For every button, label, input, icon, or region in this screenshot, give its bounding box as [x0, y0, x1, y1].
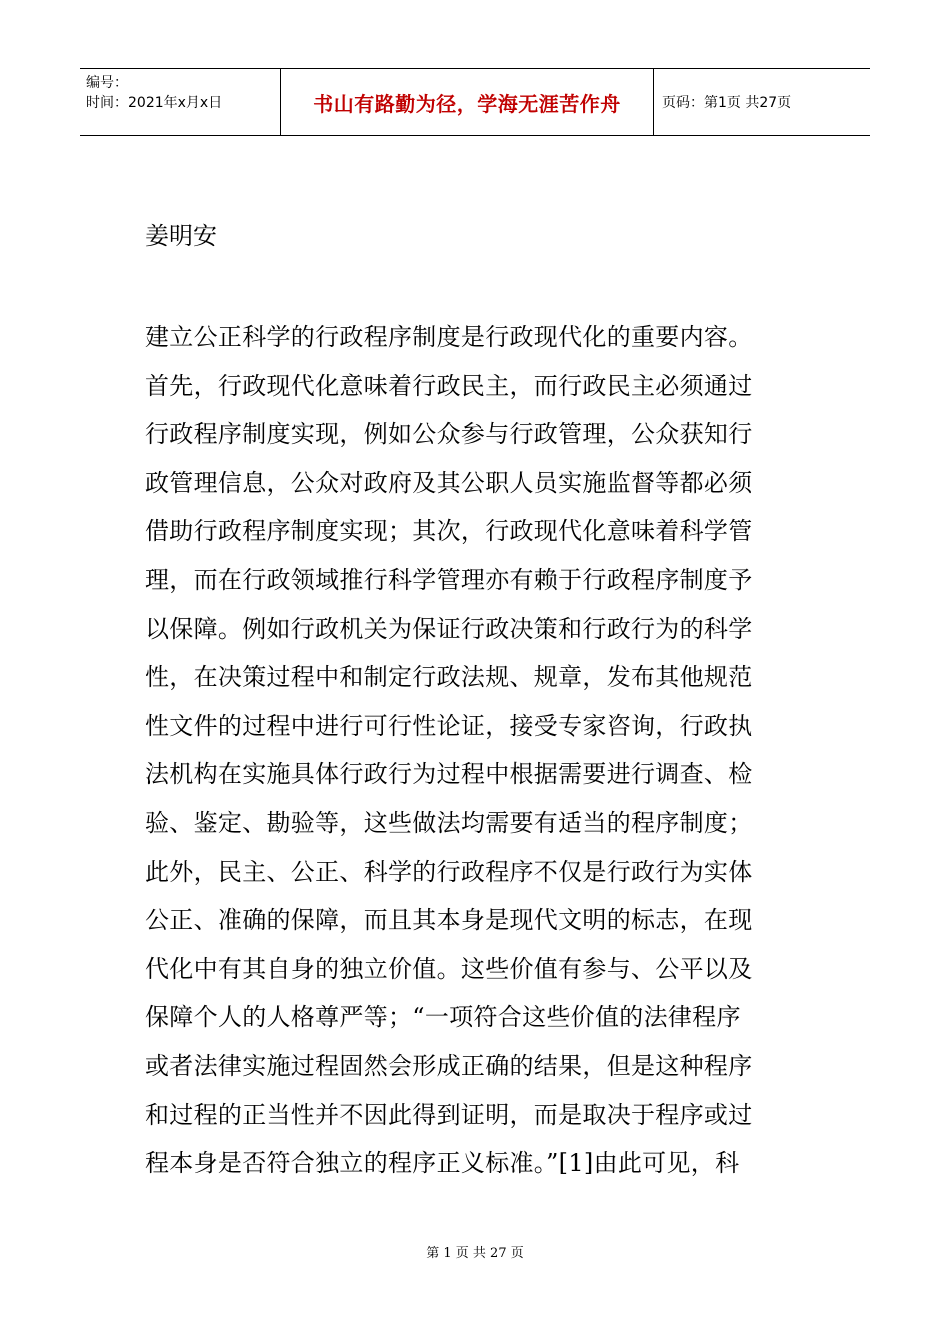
body-line: 建立公正科学的行政程序制度是行政现代化的重要内容。 — [145, 323, 753, 351]
header-motto-cell — [281, 69, 654, 135]
body-line: 程本身是否符合独立的程序正义标准。”[1]由此可见，科 — [145, 1149, 740, 1178]
number-label: 编号： — [86, 75, 128, 91]
body-line: 此外，民主、公正、科学的行政程序不仅是行政行为实体 — [145, 857, 753, 886]
header-meta-cell — [80, 69, 281, 135]
body-line: 代化中有其自身的独立价值。这些价值有参与、公平以及 — [145, 954, 753, 983]
author-name: 姜明安 — [145, 222, 217, 250]
body-line: 公正、准确的保障，而且其本身是现代文明的标志，在现 — [145, 906, 753, 935]
body-line: 理，而在行政领域推行科学管理亦有赖于行政程序制度予 — [145, 565, 753, 594]
body-line: 和过程的正当性并不因此得到证明，而是取决于程序或过 — [145, 1100, 753, 1129]
body-line: 保障个人的人格尊严等；“一项符合这些价值的法律程序 — [145, 1003, 741, 1032]
time-label: 时间：2021年x月x日 — [86, 95, 223, 111]
body-line: 性文件的过程中进行可行性论证，接受专家咨询，行政执 — [145, 711, 753, 740]
page-footer: 第 1 页 共 27 页 — [426, 1246, 524, 1261]
header-motto: 书山有路勤为径，学海无涯苦作舟 — [313, 91, 621, 116]
body-line: 以保障。例如行政机关为保证行政决策和行政行为的科学 — [145, 614, 753, 643]
body-paragraph — [145, 313, 813, 1188]
body-line: 政管理信息，公众对政府及其公职人员实施监督等都必须 — [145, 468, 753, 497]
document-header — [80, 68, 870, 136]
body-line: 行政程序制度实现，例如公众参与行政管理，公众获知行 — [145, 420, 753, 449]
header-page-info: 页码：第1页 共27页 — [662, 95, 792, 111]
body-line: 首先，行政现代化意味着行政民主，而行政民主必须通过 — [145, 371, 753, 400]
body-line: 验、鉴定、勘验等，这些做法均需要有适当的程序制度； — [145, 808, 753, 837]
body-line: 法机构在实施具体行政行为过程中根据需要进行调查、检 — [145, 760, 753, 789]
body-line: 性，在决策过程中和制定行政法规、规章，发布其他规范 — [145, 663, 753, 692]
body-line: 借助行政程序制度实现；其次，行政现代化意味着科学管 — [145, 517, 753, 546]
body-line: 或者法律实施过程固然会形成正确的结果，但是这种程序 — [145, 1051, 753, 1080]
header-page-cell — [654, 69, 870, 135]
